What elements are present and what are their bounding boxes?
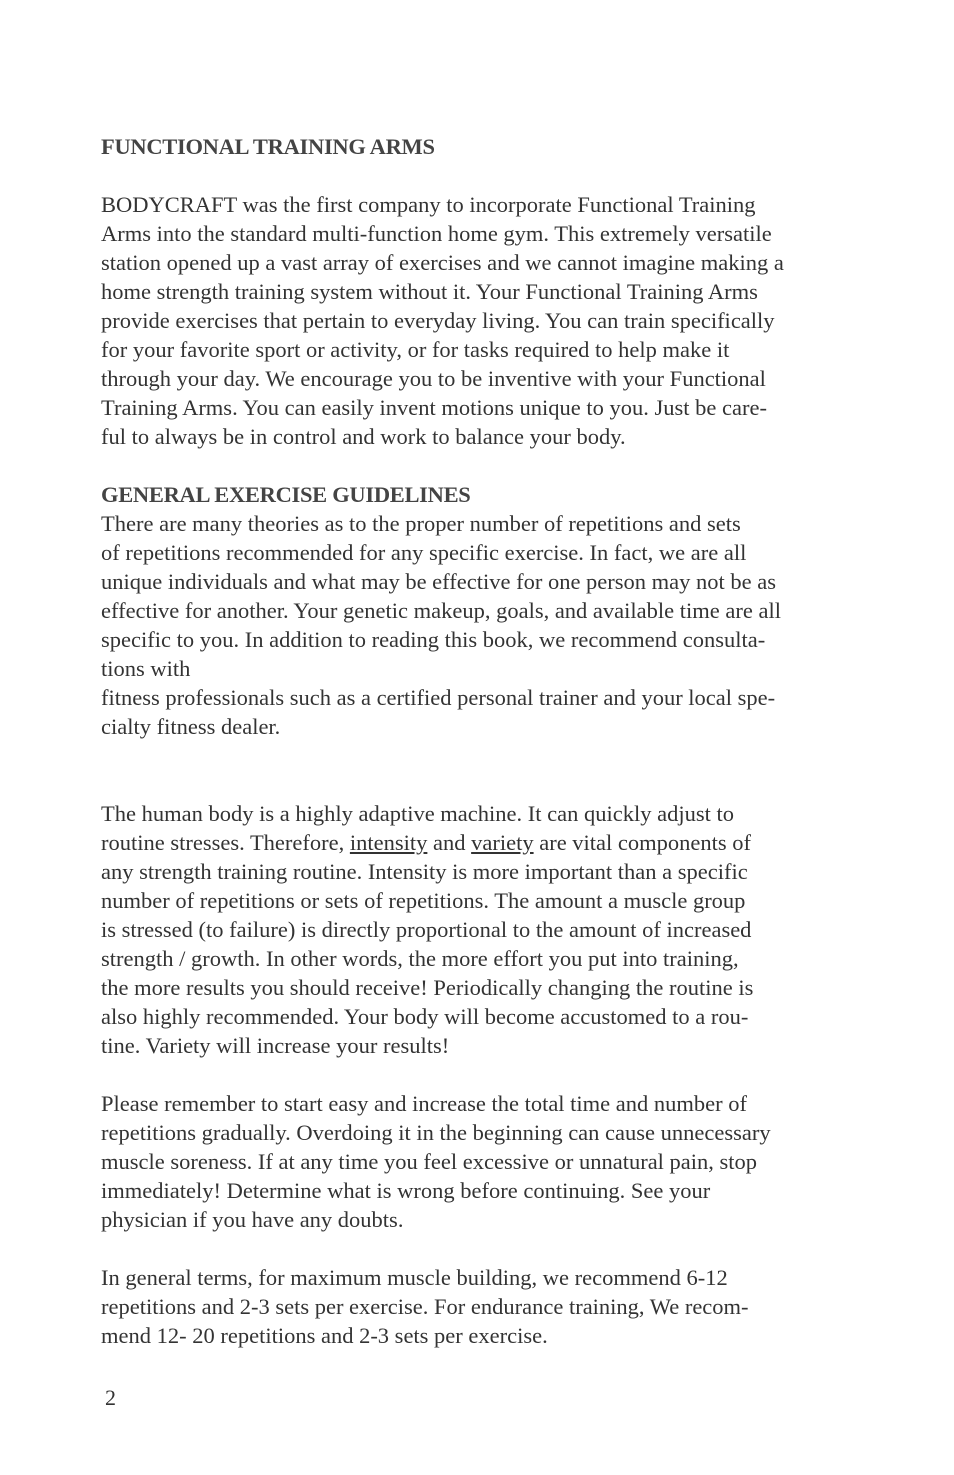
text-line: immediately! Determine what is wrong before continuing. See your [101,1178,711,1203]
text-line: number of repetitions or sets of repetitions. The amount a muscle group [101,888,746,913]
paragraph-start-easy [101,1089,861,1234]
spacer [101,451,861,480]
text-line: fitness professionals such as a certified personal trainer and your local spe- [101,685,776,710]
text-fragment: and [427,830,472,855]
document-page [101,132,861,1350]
text-line: station opened up a vast array of exercises and we cannot imagine making a [101,250,784,275]
text-line: for your favorite sport or activity, or for tasks required to help make it [101,337,730,362]
spacer [101,741,861,799]
text-line: specific to you. In addition to reading this book, we recommend consulta- [101,627,766,652]
text-line: cialty fitness dealer. [101,714,281,739]
text-line: muscle soreness. If at any time you feel excessive or unnatural pain, stop [101,1149,758,1174]
text-line: tine. Variety will increase your results! [101,1033,450,1058]
section-heading-functional-training-arms: FUNCTIONAL TRAINING ARMS [101,134,435,159]
spacer [101,161,861,190]
text-line: unique individuals and what may be effective for one person may not be as [101,569,777,594]
underlined-word-intensity: intensity [349,830,428,855]
text-line: mend 12- 20 repetitions and 2-3 sets per exercise. [101,1323,548,1348]
text-line: In general terms, for maximum muscle building, we recommend 6-12 [101,1265,728,1290]
underlined-word-variety: variety [471,830,534,855]
page-number: 2 [105,1385,116,1410]
text-line: of repetitions recommended for any specific exercise. In fact, we are all [101,540,747,565]
text-line: home strength training system without it. Your Functional Training Arms [101,279,758,304]
paragraph-adaptive-body [101,799,861,1060]
spacer [101,1234,861,1263]
text-line: effective for another. Your genetic makeup, goals, and available time are all [101,598,781,623]
paragraph-general-guidelines [101,509,861,741]
text-line: provide exercises that pertain to everyday living. You can train specifically [101,308,775,333]
text-line: through your day. We encourage you to be inventive with your Functional [101,366,766,391]
text-fragment: routine stresses. Therefore, [101,830,350,855]
text-line: also highly recommended. Your body will become accustomed to a rou- [101,1004,749,1029]
text-line: Please remember to start easy and increase the total time and number of [101,1091,748,1116]
text-fragment: are vital components of [533,830,752,855]
text-line: ful to always be in control and work to balance your body. [101,424,626,449]
text-line: physician if you have any doubts. [101,1207,404,1232]
text-line: The human body is a highly adaptive machine. It can quickly adjust to [101,801,734,826]
text-line: the more results you should receive! Periodically changing the routine is [101,975,754,1000]
text-line: tions with [101,656,191,681]
text-line: repetitions gradually. Overdoing it in the beginning can cause unnecessary [101,1120,771,1145]
section-heading-general-exercise-guidelines: GENERAL EXERCISE GUIDELINES [101,482,471,507]
text-line: any strength training routine. Intensity is more important than a specific [101,859,748,884]
text-line: repetitions and 2-3 sets per exercise. For endurance training, We recom- [101,1294,749,1319]
text-line [101,828,861,857]
text-line: BODYCRAFT was the first company to incorporate Functional Training [101,192,756,217]
text-line: strength / growth. In other words, the more effort you put into training, [101,946,739,971]
paragraph-functional-training-arms [101,190,861,451]
paragraph-recommendations [101,1263,861,1350]
text-line: Training Arms. You can easily invent motions unique to you. Just be care- [101,395,767,420]
text-line: is stressed (to failure) is directly proportional to the amount of increased [101,917,752,942]
text-line: There are many theories as to the proper number of repetitions and sets [101,511,741,536]
text-line: Arms into the standard multi-function home gym. This extremely versatile [101,221,772,246]
spacer [101,1060,861,1089]
